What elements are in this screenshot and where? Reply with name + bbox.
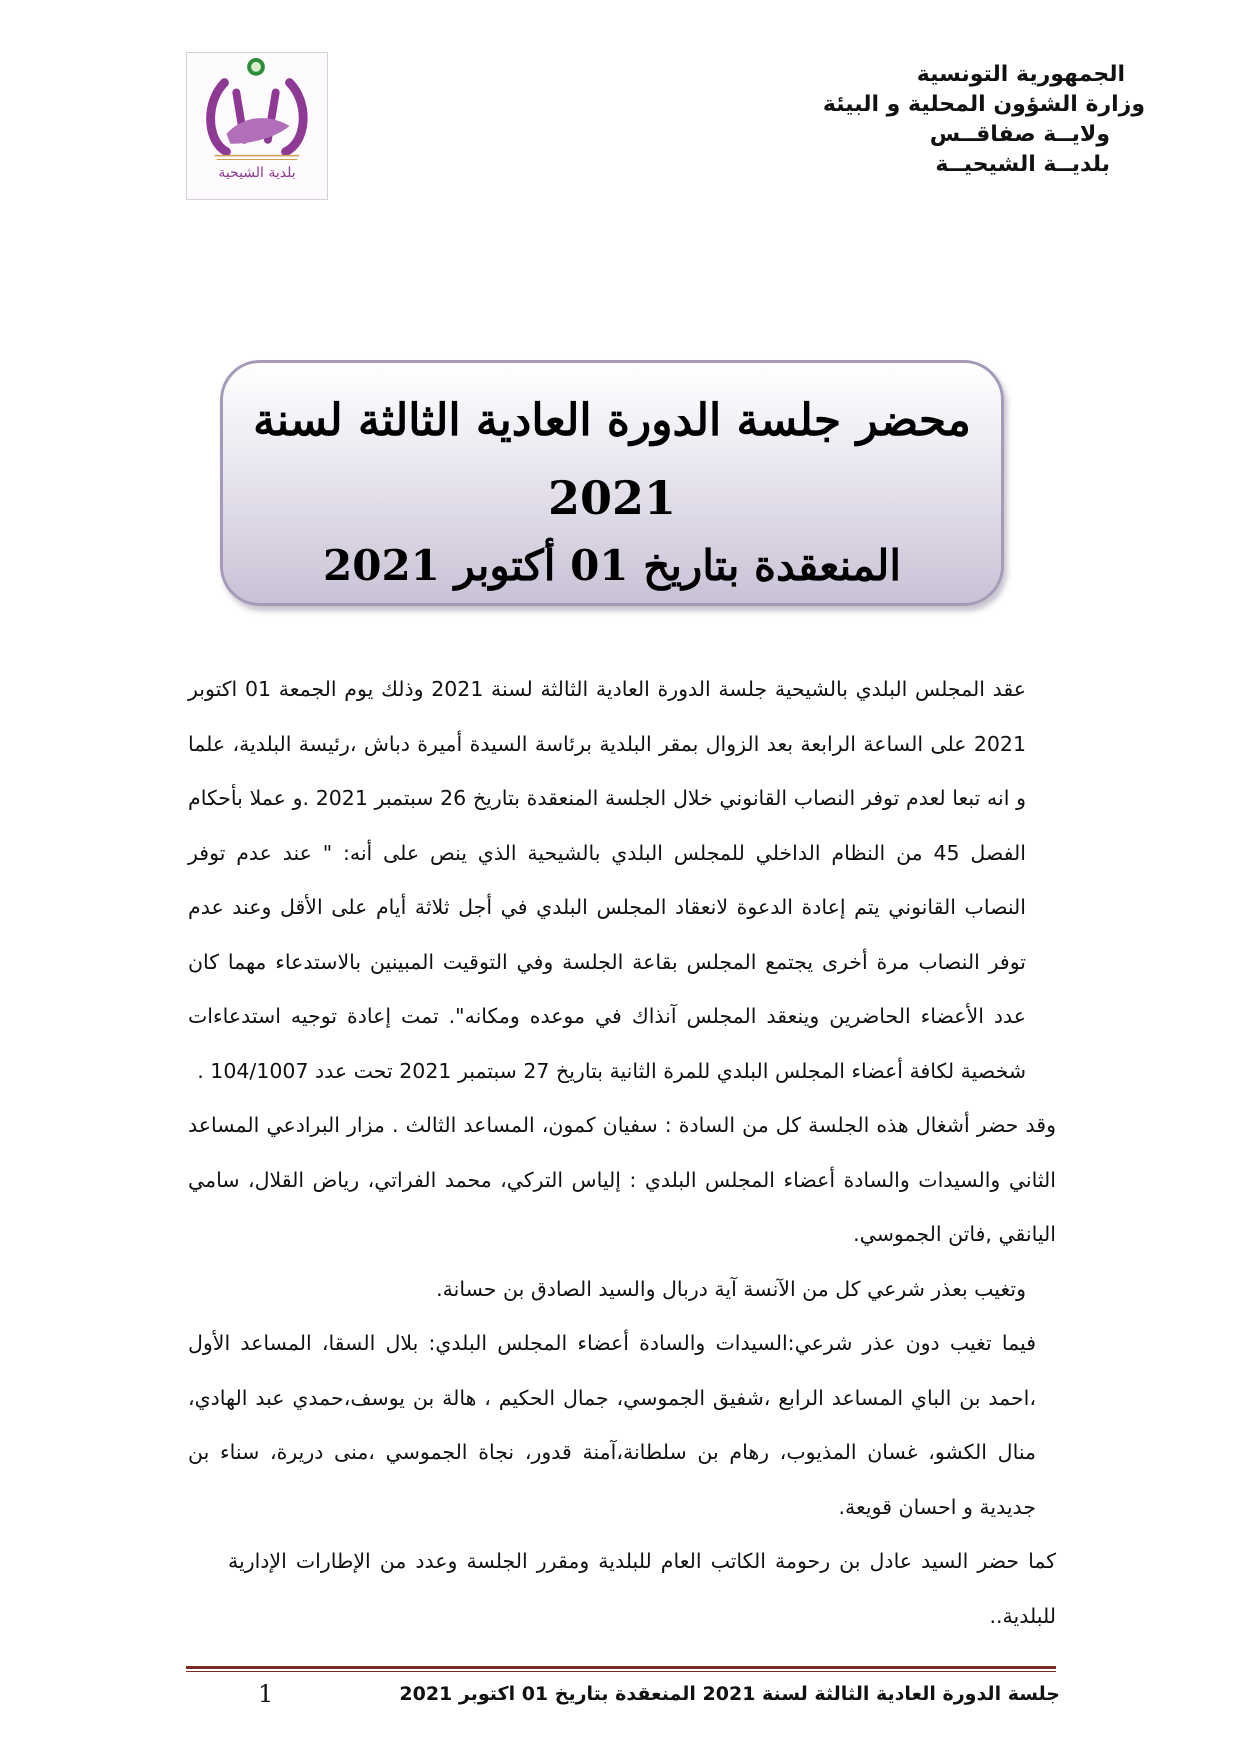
header-ministry: وزارة الشؤون المحلية و البيئة: [822, 92, 1145, 117]
footer-divider: [186, 1666, 1056, 1672]
page-number: 1: [258, 1680, 274, 1708]
minutes-body: [188, 662, 1056, 1643]
municipality-logo: [186, 52, 328, 200]
header-municipality: بلديــة الشيحيــة: [935, 152, 1110, 177]
title-line-1: محضر جلسة الدورة العادية الثالثة لسنة: [253, 395, 971, 446]
paragraph-attendees: وقد حضر أشغال هذه الجلسة كل من السادة : سفيان كمون، المساعد الثالث . مزار البرادعي المساعد الثاني والسيدات والسادة أعضاء المجلس البلدي : إلياس التركي، محمد الفراتي، رياض القلال، سامي اليانقي ,فاتن الجموسي.: [188, 1113, 1056, 1246]
paragraph-secretary: كما حضر السيد عادل بن رحومة الكاتب العام للبلدية ومقرر الجلسة وعدد من الإطارات الإدارية للبلدية..: [228, 1549, 1056, 1628]
footer-caption: جلسة الدورة العادية الثالثة لسنة 2021 المنعقدة بتاريخ 01 اكتوبر 2021: [399, 1683, 1060, 1705]
paragraph-unexcused-absent: فيما تغيب دون عذر شرعي:السيدات والسادة أعضاء المجلس البلدي: بلال السقا، المساعد الأول ،احمد بن الباي المساعد الرابع ،شفيق الجموسي، جمال الحكيم ، هالة بن يوسف،حمدي عبد الهادي، منال الكشو، غسان المذيوب، رهام بن سلطانة،آمنة قدور، نجاة الجموسي ،منى دريرة، سناء بن جديدية و احسان قويعة.: [188, 1331, 1036, 1519]
document-header: [685, 60, 1145, 180]
logo-caption: بلدية الشيحية: [218, 165, 296, 181]
paragraph-session-opening: عقد المجلس البلدي بالشيحية جلسة الدورة العادية الثالثة لسنة 2021 وذلك يوم الجمعة 01 اكتوبر 2021 على الساعة الرابعة بعد الزوال بمقر البلدية برئاسة السيدة أميرة دباش ،رئيسة البلدية، علما و انه تبعا لعدم توفر النصاب القانوني خلال الجلسة المنعقدة بتاريخ 26 سبتمبر 2021 .و عملا بأحكام الفصل 45 من النظام الداخلي للمجلس البلدي بالشيحية الذي ينص على أنه: " عند عدم توفر النصاب القانوني يتم إعادة الدعوة لانعقاد المجلس البلدي في أجل ثلاثة أيام على الأقل وعند عدم توفر النصاب مرة أخرى يجتمع المجلس بقاعة الجلسة وفي التوقيت المبينين بالاستدعاء مهما كان عدد الأعضاء الحاضرين وينعقد المجلس آنذاك في موعده ومكانه". تمت إعادة توجيه استدعاءات شخصية لكافة أعضاء المجلس البلدي للمرة الثانية بتاريخ 27 سبتمبر 2021 تحت عدد 104/1007 .: [188, 677, 1027, 1083]
header-governorate: ولايــة صفاقــس: [929, 122, 1110, 147]
document-title-box: [220, 360, 1004, 606]
header-republic: الجمهورية التونسية: [916, 62, 1125, 87]
paragraph-excused-absent: وتغيب بعذر شرعي كل من الآنسة آية دربال والسيد الصادق بن حسانة.: [436, 1276, 1026, 1301]
title-line-2: 2021: [547, 471, 677, 525]
title-line-3: المنعقدة بتاريخ 01 أكتوبر 2021: [323, 541, 901, 590]
